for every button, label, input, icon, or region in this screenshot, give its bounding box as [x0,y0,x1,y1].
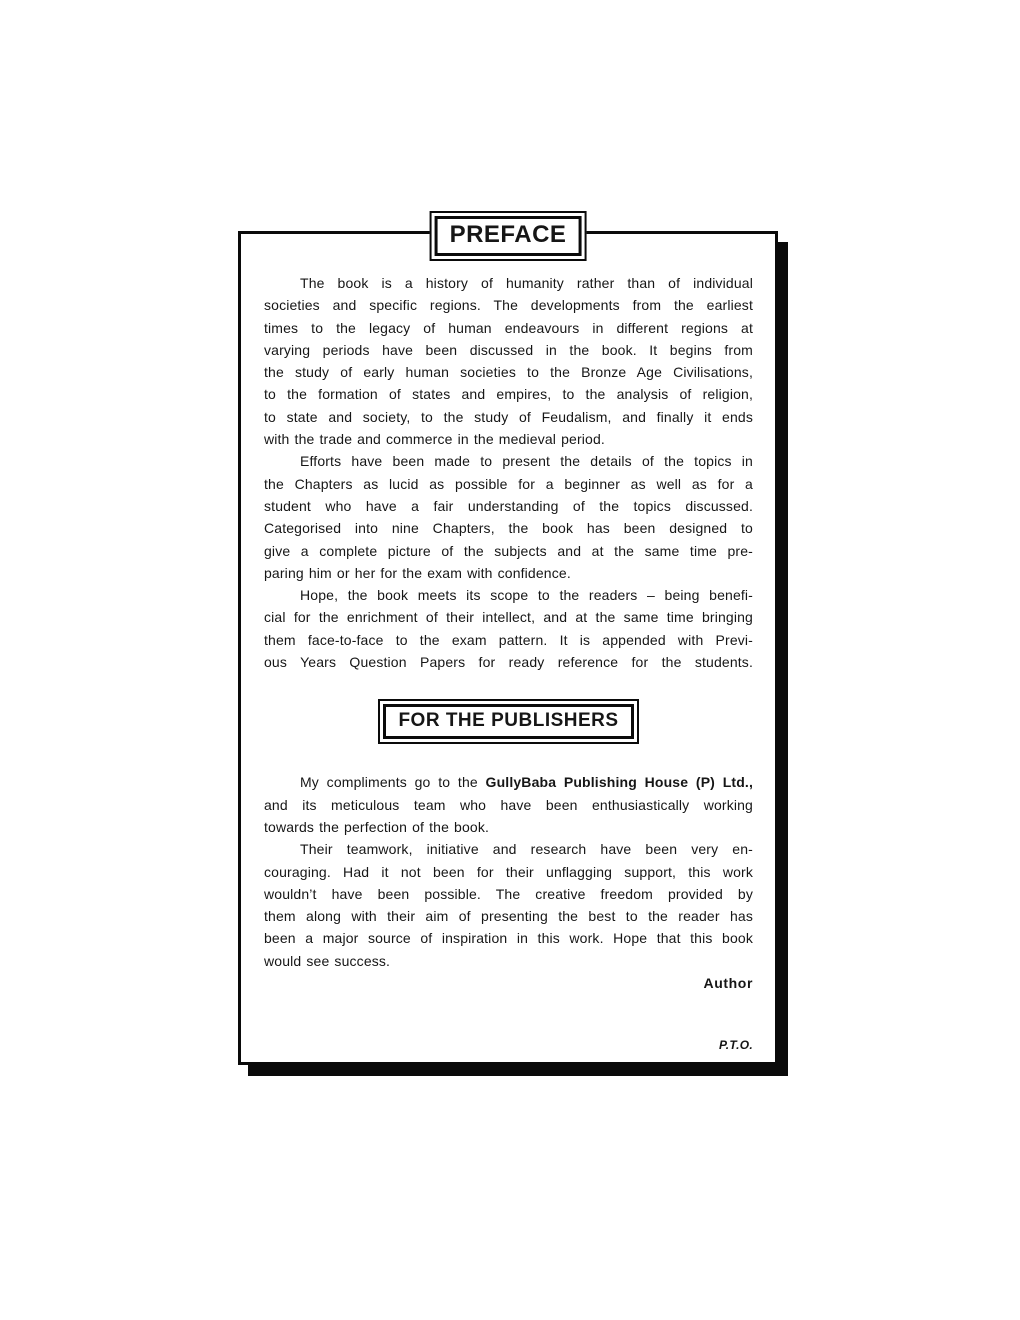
text-line: and its meticulous team who have been enthusiastically working [264,796,753,813]
text-line: been a major source of inspiration in this work. Hope that this book [264,930,753,947]
text-line: towards the perfection of the book. [264,818,490,835]
text-line: ous Years Question Papers for ready reference for the students. [264,654,753,671]
text-line: the Chapters as lucid as possible for a beginner as well as for a [264,475,753,492]
text-line: The book is a history of humanity rather than of individual [300,275,753,291]
text-line: wouldn’t have been possible. The creative freedom provided by [264,885,753,902]
preface-heading: PREFACE [435,216,582,256]
text-line: with the trade and commerce in the medieval period. [264,431,605,448]
preface-heading-box [430,211,587,261]
text-line: the study of early human societies to the Bronze Age Civilisations, [264,364,753,381]
author-signature: Author [703,975,753,992]
pto-note: P.T.O. [718,1038,753,1053]
text-line: Their teamwork, initiative and research have been very en- [300,841,753,858]
text-line: to the formation of states and empires, to the analysis of religion, [264,386,753,403]
text-line: would see success. [264,952,391,969]
text-line: times to the legacy of human endeavours in different regions at [264,319,753,336]
text-line: cial for the enrichment of their intellect, and at the same time bringing [264,609,753,626]
text-line: Efforts have been made to present the details of the topics in [300,453,753,470]
publishers-heading: FOR THE PUBLISHERS [383,704,633,739]
text-line: paring him or her for the exam with confidence. [264,564,571,581]
book-page [238,221,778,1065]
text-line: Categorised into nine Chapters, the book has been designed to [264,520,753,537]
publishers-body [264,771,753,972]
text-line: them along with their aim of presenting the best to the reader has [264,908,753,925]
text-line: give a complete picture of the subjects and at the same time pre- [264,542,753,559]
preface-body [264,272,753,673]
text-line: societies and specific regions. The developments from the earliest [264,297,753,314]
text-line: couraging. Had it not been for their unflagging support, this work [264,863,753,880]
publishers-heading-row [264,699,753,744]
text-line: student who have a fair understanding of the topics discussed. [264,497,753,514]
text-line: to state and society, to the study of Feudalism, and finally it ends [264,408,753,425]
publishers-heading-box [378,699,638,744]
text-line: them face-to-face to the exam pattern. It is appended with Previ- [264,631,753,648]
text-line: My compliments go to the GullyBaba Publishing House (P) Ltd., [300,774,753,791]
text-line: Hope, the book meets its scope to the readers – being benefi- [300,587,753,604]
text-line: varying periods have been discussed in the book. It begins from [264,341,753,358]
